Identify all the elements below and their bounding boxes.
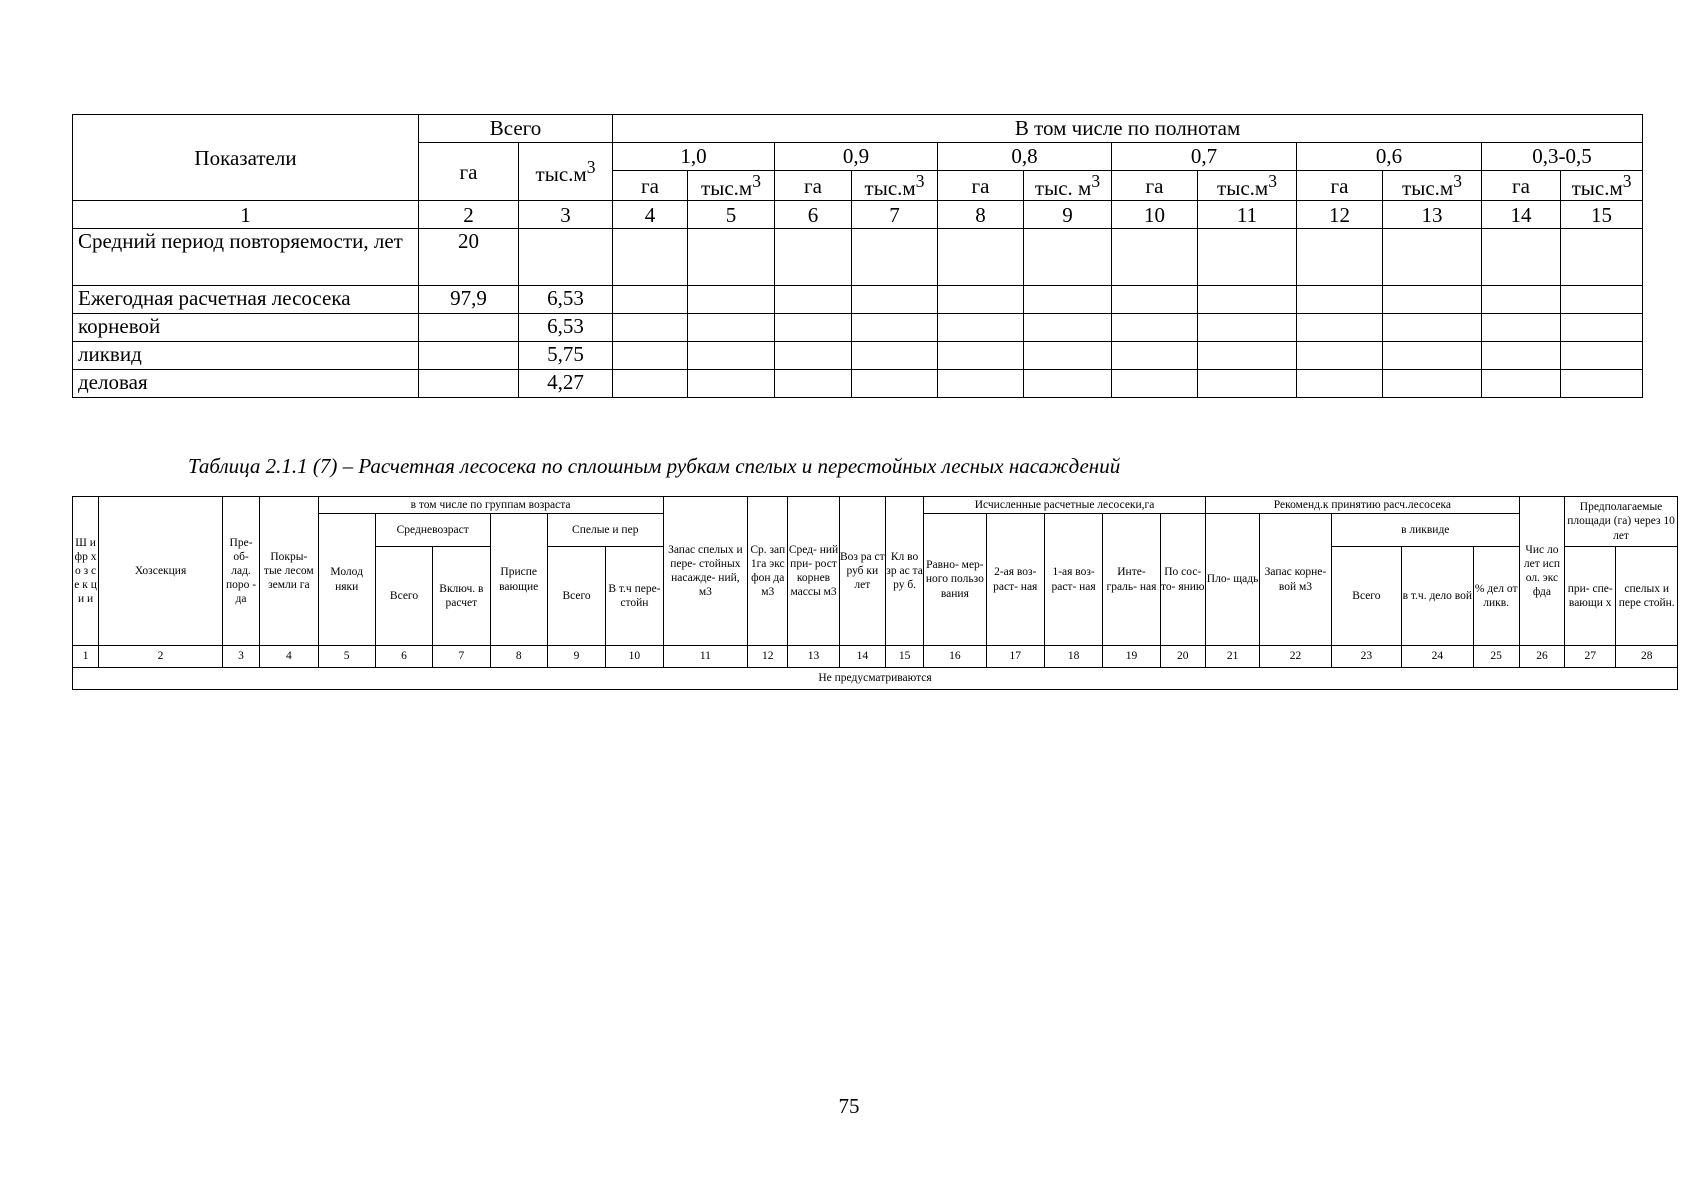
root-stock-header: Запас корне- вой м3 <box>1260 514 1331 646</box>
col-number: 24 <box>1402 646 1473 668</box>
col-number: 1 <box>73 201 419 229</box>
value-m3: 6,53 <box>519 286 613 314</box>
mature-header: Спелые и пер <box>547 514 663 547</box>
value-ha <box>419 314 519 342</box>
ha-header: га <box>1297 171 1383 201</box>
col-number: 12 <box>1297 201 1383 229</box>
col-number: 14 <box>1482 201 1561 229</box>
density-header: 0,7 <box>1112 143 1297 171</box>
col-number: 13 <box>788 646 839 668</box>
table-row <box>73 229 1643 286</box>
maturing-header: Приспе вающие <box>490 514 547 646</box>
cutting-area-table <box>72 496 1678 690</box>
ha-header: га <box>613 171 688 201</box>
business-pct-header: % дел от ликв. <box>1473 547 1519 646</box>
value-ha: 20 <box>419 229 519 286</box>
col-number: 22 <box>1260 646 1331 668</box>
ha-header: га <box>1112 171 1198 201</box>
col-number: 18 <box>1044 646 1102 668</box>
value-ha <box>419 342 519 370</box>
col-number: 11 <box>663 646 748 668</box>
condition-header: По сос- то- янию <box>1160 514 1205 646</box>
col-number: 27 <box>1565 646 1616 668</box>
value-ha: 97,9 <box>419 286 519 314</box>
total-ha-header: га <box>419 143 519 201</box>
col-number: 21 <box>1205 646 1259 668</box>
col-number: 26 <box>1519 646 1564 668</box>
forested-area-header: Покры- тые лесом земли га <box>260 497 318 646</box>
col-number: 15 <box>1561 201 1643 229</box>
col-number: 1 <box>73 646 99 668</box>
value-m3: 6,53 <box>519 314 613 342</box>
col-number: 10 <box>606 646 663 668</box>
exp-maturing-header: при- спе- вающи х <box>1565 547 1616 646</box>
species-header: Пре- об- лад. поро - да <box>222 497 259 646</box>
col-number: 2 <box>419 201 519 229</box>
total-m3-header: $тыс.м^3$ <box>519 143 613 201</box>
density-header: 0,8 <box>938 143 1112 171</box>
overmature-header: В т.ч пере- стойн <box>606 547 663 646</box>
col-number: 17 <box>986 646 1044 668</box>
young-header: Молод няки <box>318 514 375 646</box>
business-header: в т.ч. дело вой <box>1402 547 1473 646</box>
col-number: 6 <box>375 646 432 668</box>
khozsection-header: Хозсекция <box>99 497 223 646</box>
col-number: 3 <box>222 646 259 668</box>
row-label: ликвид <box>73 342 419 370</box>
col-number: 19 <box>1103 646 1160 668</box>
col-number: 13 <box>1383 201 1482 229</box>
col-number: 4 <box>260 646 318 668</box>
density-header: 0,9 <box>775 143 938 171</box>
middle-total-header: Всего <box>375 547 432 646</box>
first-age-header: 1-ая воз- раст- ная <box>1044 514 1102 646</box>
avg-increment-header: Сред- ний при- рост корнев массы м3 <box>788 497 839 646</box>
value-m3: 4,27 <box>519 370 613 398</box>
m3-header: $тыс.м^3$ <box>852 171 938 201</box>
integral-header: Инте- граль- ная <box>1103 514 1160 646</box>
in-liquid-header: в ликвиде <box>1331 514 1519 547</box>
col-number: 7 <box>433 646 490 668</box>
col-number: 16 <box>924 646 986 668</box>
density-table <box>72 114 1643 398</box>
by-density-header: В том числе по полнотам <box>613 115 1643 143</box>
table-caption: Таблица 2.1.1 (7) – Расчетная лесосека по сплошным рубкам спелых и перестойных лесных насаждений <box>188 454 1121 478</box>
cipher-header: Ш и фр хо з се к ци и <box>73 497 99 646</box>
col-number: 8 <box>938 201 1024 229</box>
ha-header: га <box>938 171 1024 201</box>
m3-header: $тыс.м^3$ <box>1561 171 1643 201</box>
col-number: 12 <box>748 646 788 668</box>
table-row <box>73 314 1643 342</box>
col-number: 5 <box>318 646 375 668</box>
mature-total-header: Всего <box>547 547 605 646</box>
total-header: Всего <box>419 115 613 143</box>
col-number: 25 <box>1473 646 1519 668</box>
row-label: корневой <box>73 314 419 342</box>
col-number: 6 <box>775 201 852 229</box>
included-header: Включ. в расчет <box>433 547 490 646</box>
cutting-age-header: Воз ра ст руб ки лет <box>839 497 885 646</box>
m3-header: тыс. $м^3$ <box>1024 171 1112 201</box>
years-use-header: Чис ло лет исп ол. экс фда <box>1519 497 1564 646</box>
ha-header: га <box>1482 171 1561 201</box>
column-numbers-row <box>73 646 1678 668</box>
liquid-total-header: Всего <box>1331 547 1401 646</box>
density-header: 0,6 <box>1297 143 1482 171</box>
row-label: Средний период повторяемости, лет <box>73 229 419 286</box>
col-number: 14 <box>839 646 885 668</box>
middle-aged-header: Средневозраст <box>375 514 490 547</box>
second-age-header: 2-ая воз- раст- ная <box>986 514 1044 646</box>
table-row <box>73 668 1678 690</box>
exp-mature-header: спелых и пере стойн. <box>1616 547 1678 646</box>
col-number: 3 <box>519 201 613 229</box>
row-label: Ежегодная расчетная лесосека <box>73 286 419 314</box>
page-number: 75 <box>838 1094 860 1118</box>
m3-header: $тыс.м^3$ <box>688 171 775 201</box>
col-number: 20 <box>1160 646 1205 668</box>
age-groups-header: в том числе по группам возраста <box>318 497 663 514</box>
indicators-header: Показатели <box>73 115 419 201</box>
col-number: 23 <box>1331 646 1401 668</box>
calculated-header: Исчисленные расчетные лесосеки,га <box>924 497 1206 514</box>
col-number: 5 <box>688 201 775 229</box>
col-number: 9 <box>1024 201 1112 229</box>
avg-stock-header: Ср. зап 1га экс фон да м3 <box>748 497 788 646</box>
row-label: деловая <box>73 370 419 398</box>
col-number: 28 <box>1616 646 1678 668</box>
col-number: 11 <box>1198 201 1297 229</box>
column-numbers-row <box>73 201 1643 229</box>
value-m3: 5,75 <box>519 342 613 370</box>
col-number: 10 <box>1112 201 1198 229</box>
value-ha <box>419 370 519 398</box>
recommended-header: Рекоменд.к принятию расч.лесосека <box>1205 497 1519 514</box>
value-m3 <box>519 229 613 286</box>
table-row <box>73 342 1643 370</box>
col-number: 15 <box>885 646 923 668</box>
age-class-header: Кл во зр ас та ру б. <box>885 497 923 646</box>
m3-header: $тыс.м^3$ <box>1198 171 1297 201</box>
stock-header: Запас спелых и пере- стойных насажде- ний, м3 <box>663 497 748 646</box>
table-row <box>73 286 1643 314</box>
col-number: 2 <box>99 646 223 668</box>
area-header: Пло- щадь <box>1205 514 1259 646</box>
m3-header: $тыс.м^3$ <box>1383 171 1482 201</box>
col-number: 4 <box>613 201 688 229</box>
col-number: 7 <box>852 201 938 229</box>
table-row <box>73 370 1643 398</box>
ha-header: га <box>775 171 852 201</box>
expected-header: Предполагаемые площади (га) через 10 лет <box>1565 497 1678 547</box>
density-header: 1,0 <box>613 143 775 171</box>
density-header: 0,3-0,5 <box>1482 143 1643 171</box>
uniform-header: Равно- мер- ного пользо вания <box>924 514 986 646</box>
col-number: 8 <box>490 646 547 668</box>
col-number: 9 <box>547 646 605 668</box>
not-provided-note: Не предусматриваются <box>73 668 1678 690</box>
